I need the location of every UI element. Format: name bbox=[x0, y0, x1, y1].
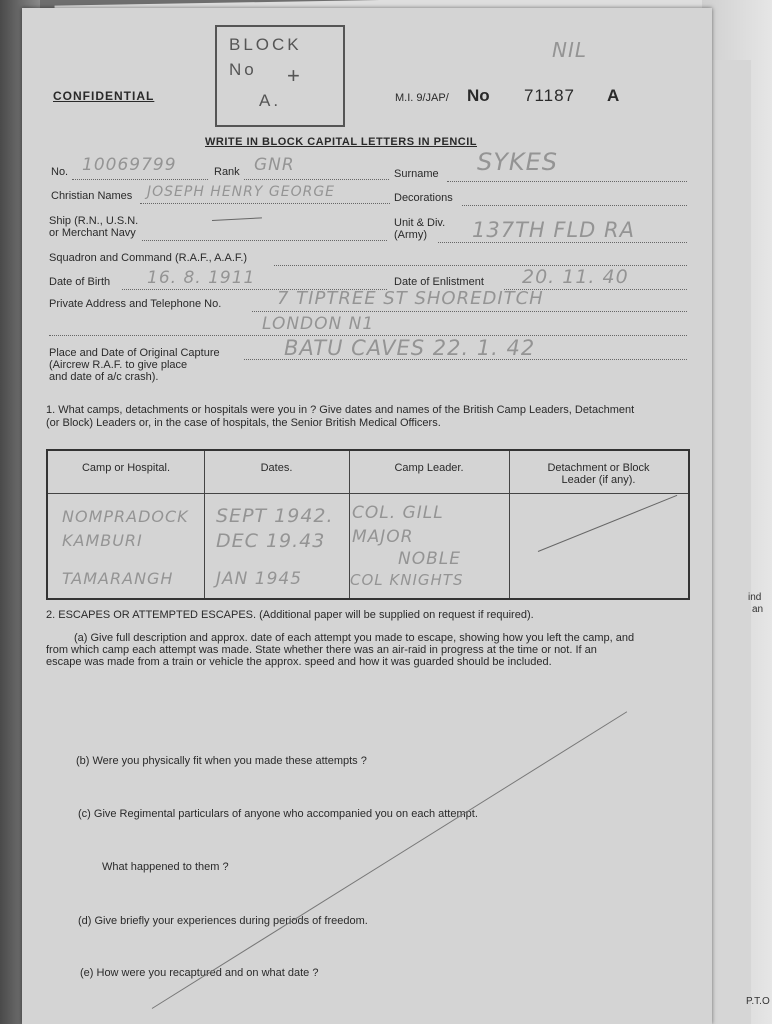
document-page bbox=[22, 8, 712, 1024]
block-stamp bbox=[215, 25, 345, 127]
value-rank: GNR bbox=[254, 155, 295, 175]
stamp-no-text: No bbox=[229, 60, 257, 79]
label-ship-1: Ship (R.N., U.S.N. bbox=[49, 215, 139, 227]
q2-title: 2. ESCAPES OR ATTEMPTED ESCAPES. (Additional paper will be supplied on request if required). bbox=[46, 609, 534, 621]
label-address: Private Address and Telephone No. bbox=[49, 298, 222, 310]
q2d-text: (d) Give briefly your experiences during periods of freedom. bbox=[78, 915, 368, 927]
value-no: 10069799 bbox=[82, 155, 177, 175]
value-address-2: LONDON N1 bbox=[262, 314, 375, 334]
margin-note-pto: P.T.O bbox=[746, 996, 770, 1007]
stamp-block-text: BLOCK bbox=[229, 35, 302, 54]
number-symbol: No bbox=[467, 86, 490, 105]
stamp-plus-mark: + bbox=[287, 63, 303, 88]
q1-text-line-2: (or Block) Leaders or, in the case of hospitals, the Senior British Medical Officers. bbox=[46, 417, 441, 429]
detachment-strike-line bbox=[538, 495, 677, 552]
ship-dash-mark bbox=[212, 217, 262, 221]
label-dob: Date of Birth bbox=[49, 276, 111, 288]
label-unit-1: Unit & Div. bbox=[394, 217, 446, 229]
value-capture: BATU CAVES 22. 1. 42 bbox=[284, 336, 536, 360]
label-surname: Surname bbox=[394, 168, 439, 180]
table-row-1-leader: COL. GILL bbox=[352, 503, 444, 523]
instruction-heading: WRITE IN BLOCK CAPITAL LETTERS IN PENCIL bbox=[205, 136, 477, 148]
q2a-line-1: (a) Give full description and approx. date of each attempt you made to escape, showing how you left the camp, and bbox=[74, 632, 635, 644]
header-dates: Dates. bbox=[260, 462, 293, 474]
line-decorations bbox=[462, 205, 687, 206]
line-rank bbox=[244, 179, 389, 180]
table-row-2-date: DEC 19.43 bbox=[216, 530, 326, 552]
value-dob: 16. 8. 1911 bbox=[147, 268, 256, 288]
stamp-letter: A. bbox=[259, 91, 282, 110]
line-unit bbox=[438, 242, 687, 243]
line-ship bbox=[142, 240, 387, 241]
table-header-divider bbox=[48, 493, 688, 494]
margin-note-1: ind bbox=[748, 592, 762, 603]
table-row-2-camp: KAMBURI bbox=[62, 531, 143, 550]
q1-text-line-1: 1. What camps, detachments or hospitals were you in ? Give dates and names of the British Camp Leaders, Detachment bbox=[46, 404, 635, 416]
q2b-text: (b) Were you physically fit when you made these attempts ? bbox=[76, 755, 367, 767]
table-row-4-leader: COL KNIGHTS bbox=[350, 571, 464, 589]
line-no bbox=[72, 179, 208, 180]
q2a-line-2: from which camp each attempt was made. State whether there was an air-raid in progress at the time or not. If an bbox=[46, 644, 597, 656]
q2a-line-3: escape was made from a train or vehicle the approx. speed and how it was guarded should be included. bbox=[46, 656, 552, 668]
label-capture-1: Place and Date of Original Capture bbox=[49, 347, 220, 359]
line-christian-names bbox=[140, 203, 390, 204]
line-address-1 bbox=[252, 311, 687, 312]
line-surname bbox=[447, 181, 687, 182]
label-rank: Rank bbox=[214, 166, 240, 178]
value-christian-names: JOSEPH HENRY GEORGE bbox=[147, 184, 336, 200]
nil-annotation: NIL bbox=[552, 38, 588, 62]
label-christian-names: Christian Names bbox=[51, 190, 133, 202]
q2c-text: (c) Give Regimental particulars of anyone who accompanied you on each attempt. bbox=[78, 808, 478, 820]
table-row-1-camp: NOMPRADOCK bbox=[62, 507, 189, 526]
value-surname: SYKES bbox=[477, 148, 559, 176]
header-camp: Camp or Hospital. bbox=[81, 462, 171, 474]
label-squadron: Squadron and Command (R.A.F., A.A.F.) bbox=[49, 252, 248, 264]
header-camp-leader: Camp Leader. bbox=[394, 462, 464, 474]
table-row-1-date: SEPT 1942. bbox=[216, 505, 334, 527]
table-row-3-leader: NOBLE bbox=[398, 549, 461, 569]
value-address-1: 7 TIPTREE ST SHOREDITCH bbox=[277, 288, 544, 309]
header-detachment-line-2: Leader (if any). bbox=[561, 474, 636, 486]
margin-note-2: an bbox=[752, 604, 764, 615]
q2e-text: (e) How were you recaptured and on what date ? bbox=[80, 967, 319, 979]
value-unit: 137TH FLD RA bbox=[472, 218, 635, 242]
label-no: No. bbox=[51, 166, 69, 178]
confidential-label: CONFIDENTIAL bbox=[53, 89, 155, 103]
label-capture-2: (Aircrew R.A.F. to give place bbox=[49, 359, 188, 371]
reference-code: M.I. 9/JAP/ bbox=[395, 92, 449, 104]
table-row-4-date: JAN 1945 bbox=[216, 569, 303, 589]
label-enlistment: Date of Enlistment bbox=[394, 276, 484, 288]
value-enlistment: 20. 11. 40 bbox=[522, 266, 629, 288]
q2c-followup-text: What happened to them ? bbox=[102, 861, 229, 873]
label-ship-2: or Merchant Navy bbox=[49, 227, 136, 239]
table-row-4-camp: TAMARANGH bbox=[62, 569, 174, 588]
underlying-sheet-right bbox=[710, 60, 751, 1024]
header-detachment-line-1: Detachment or Block bbox=[547, 462, 650, 474]
form-number: 71187 bbox=[524, 86, 576, 105]
label-decorations: Decorations bbox=[394, 192, 453, 204]
table-row-2-leader: MAJOR bbox=[352, 527, 414, 547]
label-unit-2: (Army) bbox=[394, 229, 427, 241]
form-suffix: A bbox=[607, 86, 620, 105]
camp-table bbox=[46, 449, 690, 600]
label-capture-3: and date of a/c crash). bbox=[49, 371, 159, 383]
